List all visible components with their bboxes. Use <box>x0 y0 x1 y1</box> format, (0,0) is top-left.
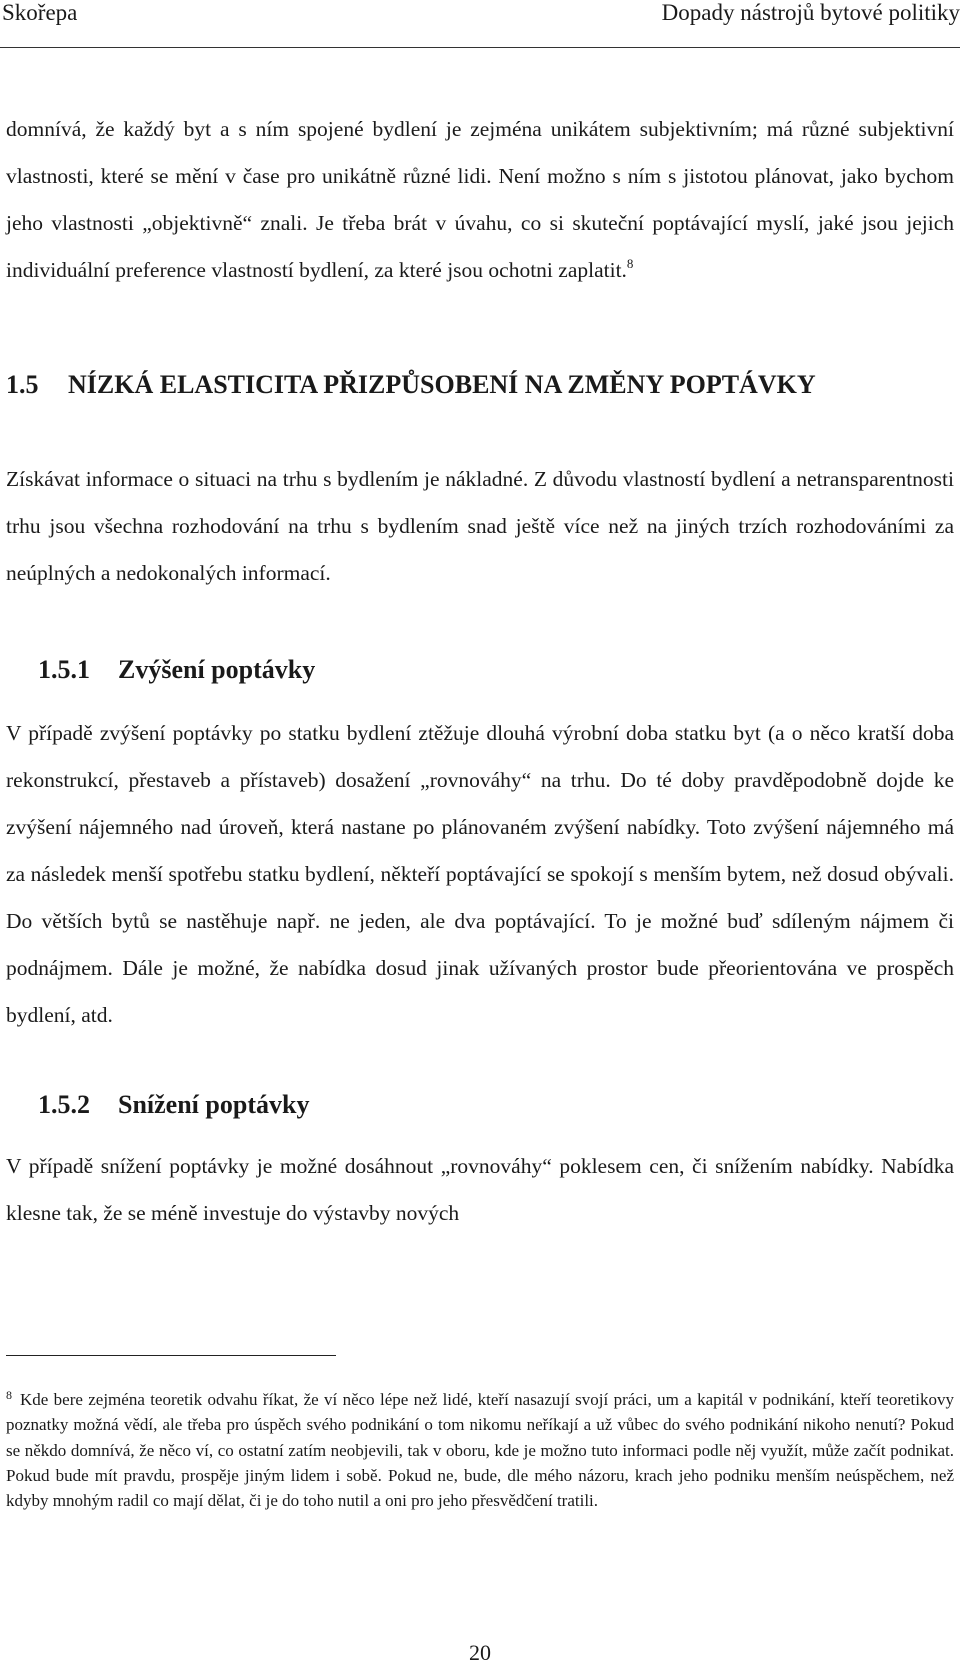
paragraph-demand-decrease: V případě snížení poptávky je možné dosáhnout „rovnováhy“ poklesem cen, či snížením nabídky. Nabídka klesne tak, že se méně investuje do výstavby nových <box>6 1154 954 1225</box>
running-header <box>0 0 960 48</box>
paragraph-intro-text: domnívá, že každý byt a s ním spojené bydlení je zejména unikátem subjektivním; má různé subjektivní vlastnosti, které se mění v čase pro unikátně různé lidi. Není možno s ním s jistotou plánovat, jako bychom jeho vlastnosti „objektivně“ znali. Je třeba brát v úvahu, co si skuteční poptávající myslí, jaké jsou jejich individuální preference vlastností bydlení, za které jsou ochotni zaplatit. <box>6 117 954 282</box>
subsection-number: 1.5.2 <box>38 1090 90 1119</box>
subsection-number: 1.5.1 <box>38 655 90 684</box>
paragraph-information: Získávat informace o situaci na trhu s bydlením je nákladné. Z důvodu vlastností bydlení a netransparentnosti trhu jsou všechna rozhodování na trhu s bydlením snad ještě více než na jiných trzích rozhodováními za neúplných a nedokonalých informací. <box>6 467 954 585</box>
footnote <box>6 1387 954 1513</box>
subsection-title: Snížení poptávky <box>118 1090 310 1119</box>
section-heading-1-5 <box>6 366 848 404</box>
subsection-heading-1-5-1 <box>38 651 315 689</box>
paragraph-demand-increase: V případě zvýšení poptávky po statku bydlení ztěžuje dlouhá výrobní doba statku byt (a o něco kratší doba rekonstrukcí, přestaveb a přístaveb) dosažení „rovnováhy“ na trhu. Do té doby pravděpodobně dojde ke zvýšení nájemného nad úroveň, která nastane po plánovaném zvýšení nabídky. Toto zvýšení nájemného má za následek menší spotřebu statku bydlení, někteří poptávající se spokojí s menším bytem, než dosud obývali. Do větších bytů se nastěhuje např. ne jeden, ale dva poptávající. To je možné buď sdíleným nájmem či podnájmem. Dále je možné, že nabídka dosud jinak užívaných prostor bude přeorientována ve prospěch bydlení, atd. <box>6 721 954 1027</box>
subsection-heading-1-5-2 <box>38 1086 309 1124</box>
footnote-separator <box>6 1355 336 1356</box>
section-number: 1.5 <box>6 370 39 399</box>
header-author: Skořepa <box>2 0 78 25</box>
page-number: 20 <box>469 1640 491 1665</box>
paragraph-intro <box>6 106 954 294</box>
section-title: NÍZKÁ ELASTICITA PŘIZPŮSOBENÍ NA ZMĚNY POPTÁVKY <box>68 370 816 399</box>
subsection-title: Zvýšení poptávky <box>118 655 316 684</box>
footnote-reference: 8 <box>626 256 634 271</box>
footnote-text: Kde bere zejména teoretik odvahu říkat, že ví něco lépe než lidé, kteří nasazují svojí práci, um a kapitál v podnikání, kteří teoretikovy poznatky možná vědí, ale třeba pro úspěch svého podnikání o tom nikomu neříkají a už vůbec do svého podnikání nikoho nenutí? Pokud se někdo domnívá, že něco ví, co ostatní zatím neobjevili, tak v oboru, kde je možno tuto informaci podle něj využít, může začít podnikat. Pokud bude mít pravdu, prospěje jiným lidem i sobě. Pokud ne, bude, dle mého názoru, krach jeho podniku menším neúspěchem, než kdyby mnohým radil co mají dělat, či je do toho nutil a oni pro jeho přesvědčení tratili. <box>6 1390 954 1511</box>
footnote-number: 8 <box>6 1388 12 1402</box>
header-title: Dopady nástrojů bytové politiky <box>661 0 960 25</box>
